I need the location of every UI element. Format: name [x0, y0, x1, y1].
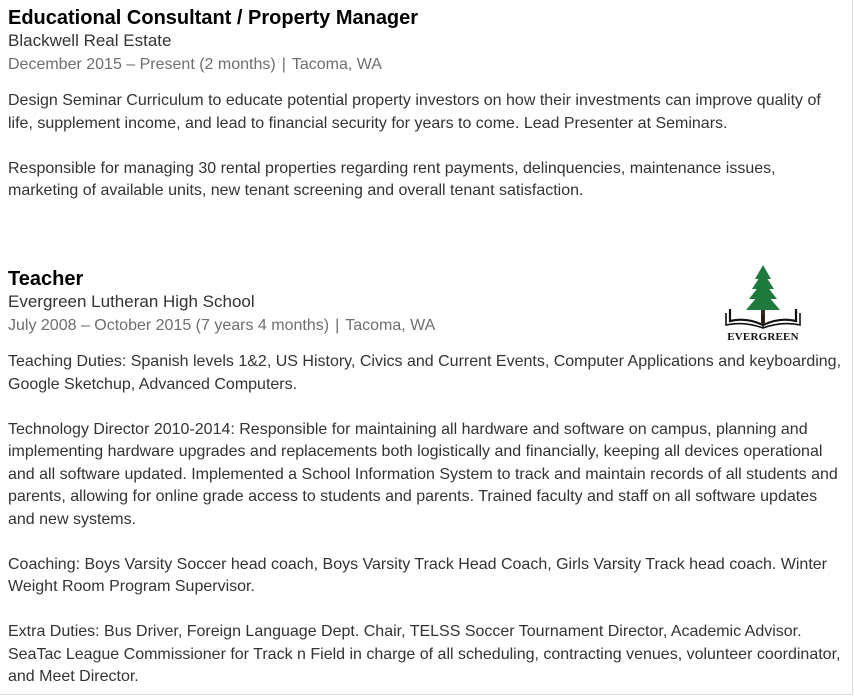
position-description [8, 90, 842, 203]
company-name[interactable]: Evergreen Lutheran High School [8, 292, 255, 311]
job-title[interactable]: Educational Consultant / Property Manager [8, 7, 419, 29]
description-paragraph: Responsible for managing 30 rental properties regarding rent payments, delinquencies, maintenance issues, marketing of available units, new tenant screening and overall tenant satisfaction. [8, 159, 776, 199]
position-location: Tacoma, WA [345, 317, 436, 334]
logo-wordmark: EVERGREEN [727, 331, 799, 343]
description-paragraph: Coaching: Boys Varsity Soccer head coach, Boys Varsity Track Head Coach, Girls Varsity Track head coach. Winter Weight Room Program Supervisor. [8, 555, 827, 595]
company-logo[interactable] [722, 263, 804, 343]
description-paragraph: Teaching Duties: Spanish levels 1&2, US History, Civics and Current Events, Computer Applications and keyboarding, Google Sketchup, Advanced Computers. [8, 353, 842, 393]
position-location: Tacoma, WA [291, 56, 382, 73]
description-paragraph: Extra Duties: Bus Driver, Foreign Language Dept. Chair, TELSS Soccer Tournament Director, Academic Advisor. SeaTac League Commissioner for Track n Field in charge of all scheduling, contracting venues, volunteer coordinator, and Meet Director. [8, 623, 841, 685]
description-paragraph: Technology Director 2010-2014: Responsible for maintaining all hardware and software on campus, planning and implementing hardware upgrades and replacements both logistically and financially, keeping all devices operational and all software updated. Implemented a School Information System to track and maintain records of all students and parents, allowing for online grade access to students and parents. Trained faculty and staff on all software updates and new systems. [8, 420, 838, 528]
meta-separator: | [281, 56, 286, 73]
position-meta [8, 54, 842, 76]
position-description [8, 351, 842, 689]
meta-separator: | [335, 317, 340, 334]
description-paragraph: Design Seminar Curriculum to educate potential property investors on how their investments can improve quality of life, supplement income, and lead to financial security for years to come. Lead Presenter at Seminars. [8, 92, 821, 132]
evergreen-tree-book-icon [722, 263, 804, 329]
job-title[interactable]: Teacher [8, 268, 84, 290]
position-entry-2 [8, 267, 842, 689]
position-dates: July 2008 – October 2015 (7 years 4 months) [8, 317, 330, 334]
position-dates: December 2015 – Present (2 months) [8, 56, 276, 73]
company-name[interactable]: Blackwell Real Estate [8, 31, 172, 50]
position-entry-1 [8, 6, 842, 203]
position-meta [8, 315, 842, 337]
